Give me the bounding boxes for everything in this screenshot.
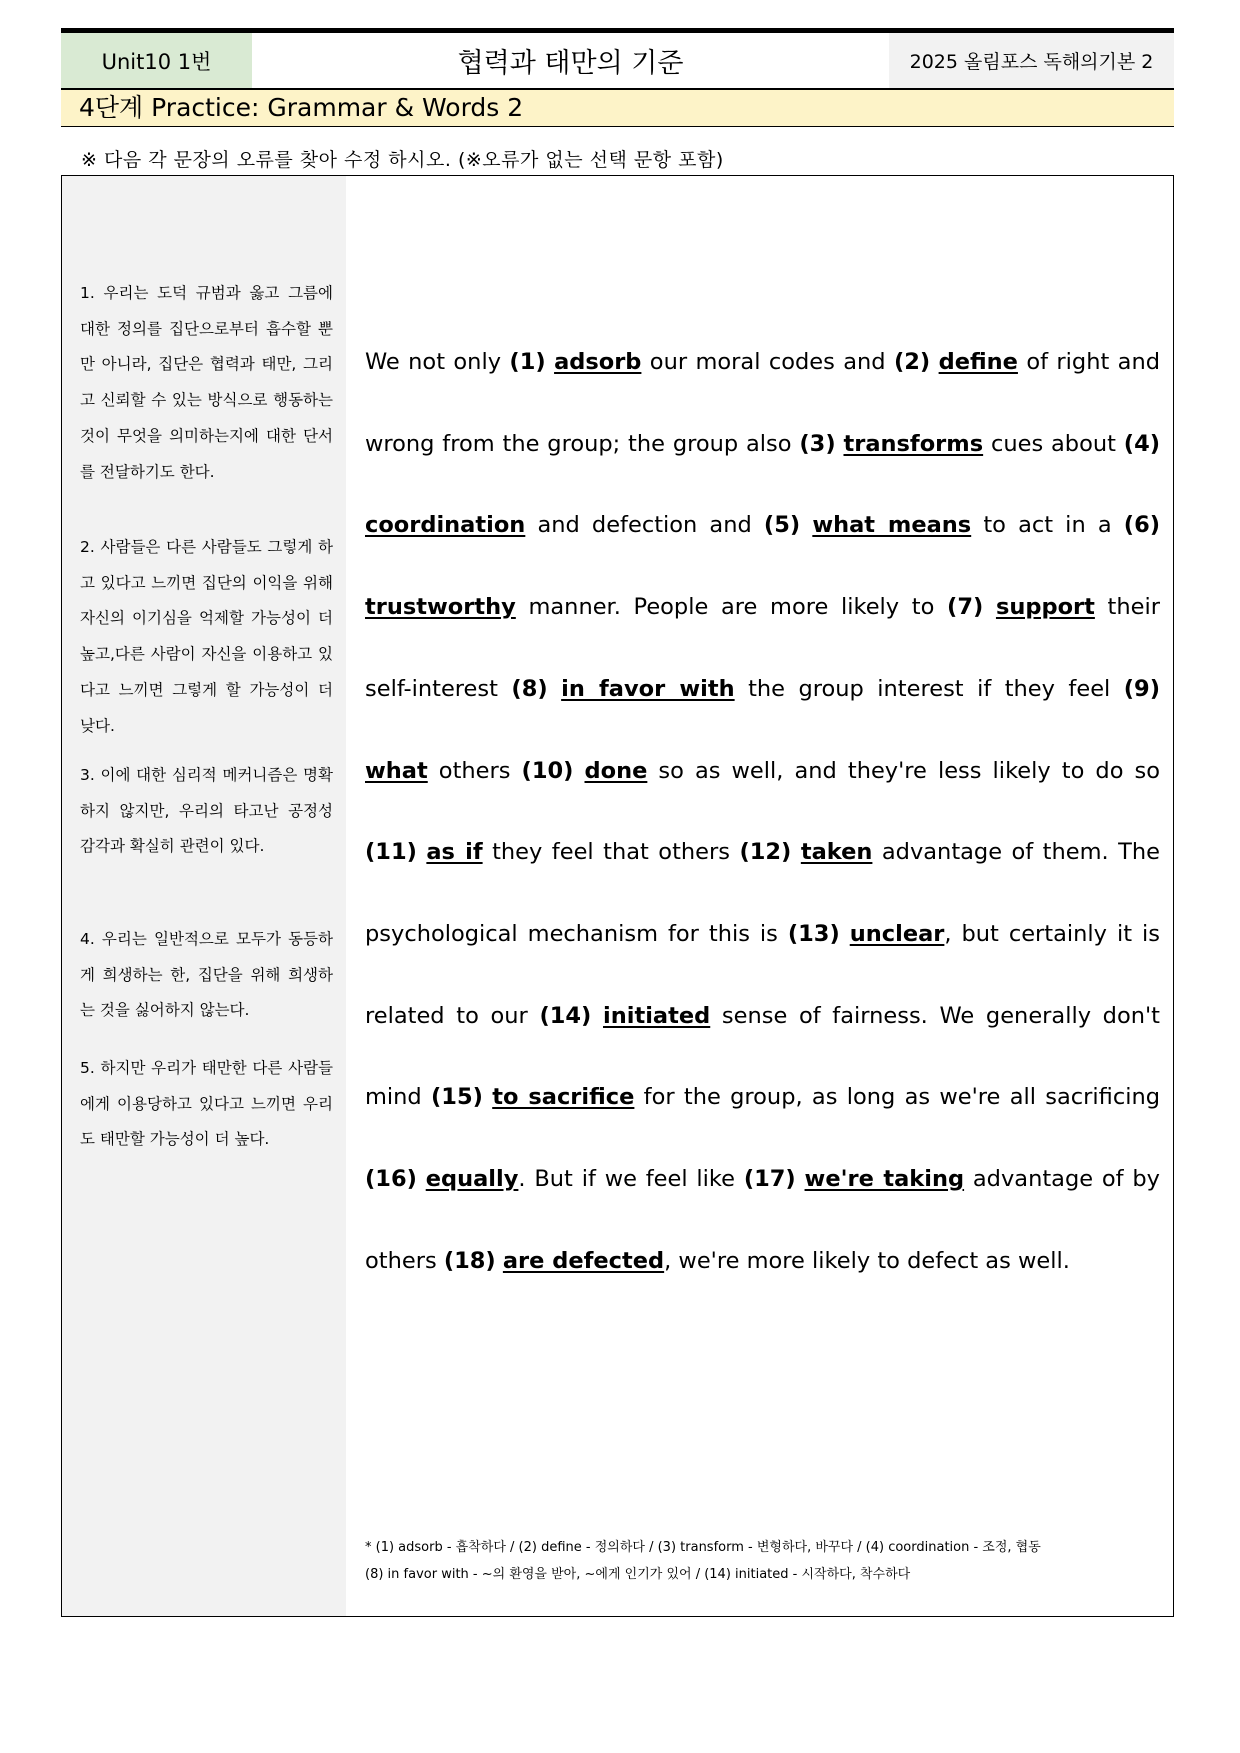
- item-number: (18): [443, 1247, 496, 1274]
- target-word: are defected: [502, 1247, 665, 1274]
- target-word: initiated: [603, 1002, 711, 1029]
- note-line-2: (8) in favor with - ~의 환영을 받아, ~에게 인기가 있어 / (14) initiated - 시작하다, 착수하다: [365, 1567, 911, 1582]
- vocabulary-notes: [365, 1534, 1160, 1588]
- translation-4: 4. 우리는 일반적으로 모두가 동등하게 희생하는 한, 집단을 위해 희생하는 것을 싫어하지 않는다.: [80, 930, 333, 1020]
- target-word: coordination: [365, 512, 526, 539]
- target-word: trustworthy: [365, 594, 516, 621]
- passage-text: manner. People are more likely to: [515, 594, 948, 621]
- passage-text: We not only: [365, 349, 510, 375]
- passage-text: sense of fairness. We generally don't mind: [365, 1002, 1160, 1111]
- item-number: (6): [1123, 512, 1161, 539]
- exercise-box: [61, 175, 1174, 1617]
- item-number: (9): [1123, 675, 1160, 702]
- translation-5: 5. 하지만 우리가 태만한 다른 사람들에게 이용당하고 있다고 느끼면 우리도 태만할 가능성이 더 높다.: [80, 1059, 333, 1149]
- target-word: what means: [812, 512, 972, 539]
- item-number: (11): [365, 839, 417, 866]
- item-number: (16): [365, 1166, 417, 1193]
- page-title: 협력과 태만의 기준: [457, 48, 684, 79]
- target-word: done: [584, 757, 648, 784]
- book-label: 2025 올림포스 독해의기본 2: [889, 33, 1174, 88]
- item-number: (8): [511, 675, 548, 702]
- target-word: unclear: [849, 920, 945, 947]
- passage-text: , but certainly it is related to our: [365, 920, 1160, 1029]
- unit-label: Unit10 1번: [61, 33, 252, 88]
- passage-text: , we're more likely to defect as well.: [664, 1247, 1070, 1274]
- item-number: (1): [509, 349, 546, 375]
- target-word: we're taking: [804, 1166, 965, 1193]
- item-number: (12): [739, 839, 792, 866]
- item-number: (7): [947, 594, 984, 621]
- passage-text: so as well, and they're less likely to do so: [647, 757, 1161, 784]
- passage-text: their self-interest: [365, 594, 1160, 702]
- item-number: (15): [431, 1084, 483, 1111]
- item-number: (10): [521, 757, 574, 784]
- item-number: (5): [763, 512, 801, 539]
- passage-text: and defection and: [525, 512, 764, 539]
- passage-text: they feel that others: [482, 839, 740, 866]
- passage-text: others: [427, 757, 522, 784]
- passage: [365, 322, 1160, 1302]
- item-number: (4): [1123, 430, 1161, 457]
- instruction-text: ※ 다음 각 문장의 오류를 찾아 수정 하시오. (※오류가 없는 선택 문항 포함): [81, 149, 724, 171]
- item-number: (14): [539, 1002, 592, 1029]
- passage-text: . But if we feel like: [518, 1166, 744, 1193]
- item-number: (13): [787, 920, 840, 947]
- passage-text: to act in a: [971, 512, 1124, 539]
- passage-text: of right and wrong from the group; the group also: [365, 349, 1161, 457]
- item-number: (3): [799, 430, 836, 457]
- target-word: adsorb: [554, 349, 642, 375]
- target-word: to sacrifice: [492, 1084, 635, 1111]
- translation-3: 3. 이에 대한 심리적 메커니즘은 명확하지 않지만, 우리의 타고난 공정성 감각과 확실히 관련이 있다.: [80, 766, 333, 856]
- translation-column: [62, 176, 346, 1616]
- passage-text: advantage of them. The psychological mechanism for this is: [365, 839, 1161, 947]
- note-line-1: * (1) adsorb - 흡착하다 / (2) define - 정의하다 / (3) transform - 변형하다, 바꾸다 / (4) coordination - 조정, 협동: [365, 1540, 1041, 1555]
- passage-text: our moral codes and: [641, 349, 894, 375]
- item-number: (17): [743, 1166, 796, 1193]
- translation-2: 2. 사람들은 다른 사람들도 그렇게 하고 있다고 느끼면 집단의 이익을 위해 자신의 이기심을 억제할 가능성이 더 높고,다른 사람이 자신을 이용하고 있다고 느끼면 그렇게 할 가능성이 더 낮다.: [80, 538, 333, 735]
- translation-1: 1. 우리는 도덕 규범과 옳고 그름에 대한 정의를 집단으로부터 흡수할 뿐만 아니라, 집단은 협력과 태만, 그리고 신뢰할 수 있는 방식으로 행동하는 것이 무엇을 의미하는지에 대한 단서를 전달하기도 한다.: [80, 284, 333, 481]
- target-word: as if: [426, 839, 483, 866]
- header-bar: [61, 33, 1174, 88]
- passage-text: advantage of by others: [365, 1166, 1160, 1274]
- stage-title: 4단계 Practice: Grammar & Words 2: [61, 90, 1174, 127]
- target-word: transforms: [843, 430, 984, 457]
- target-word: what: [365, 757, 428, 784]
- passage-text: cues about: [983, 430, 1124, 457]
- target-word: support: [995, 594, 1095, 621]
- target-word: in favor with: [561, 675, 735, 702]
- item-number: (2): [893, 349, 931, 375]
- target-word: taken: [800, 839, 873, 866]
- passage-text: the group interest if they feel: [734, 675, 1124, 702]
- target-word: equally: [425, 1166, 519, 1193]
- passage-text: for the group, as long as we're all sacrificing: [634, 1084, 1160, 1111]
- target-word: define: [938, 349, 1018, 375]
